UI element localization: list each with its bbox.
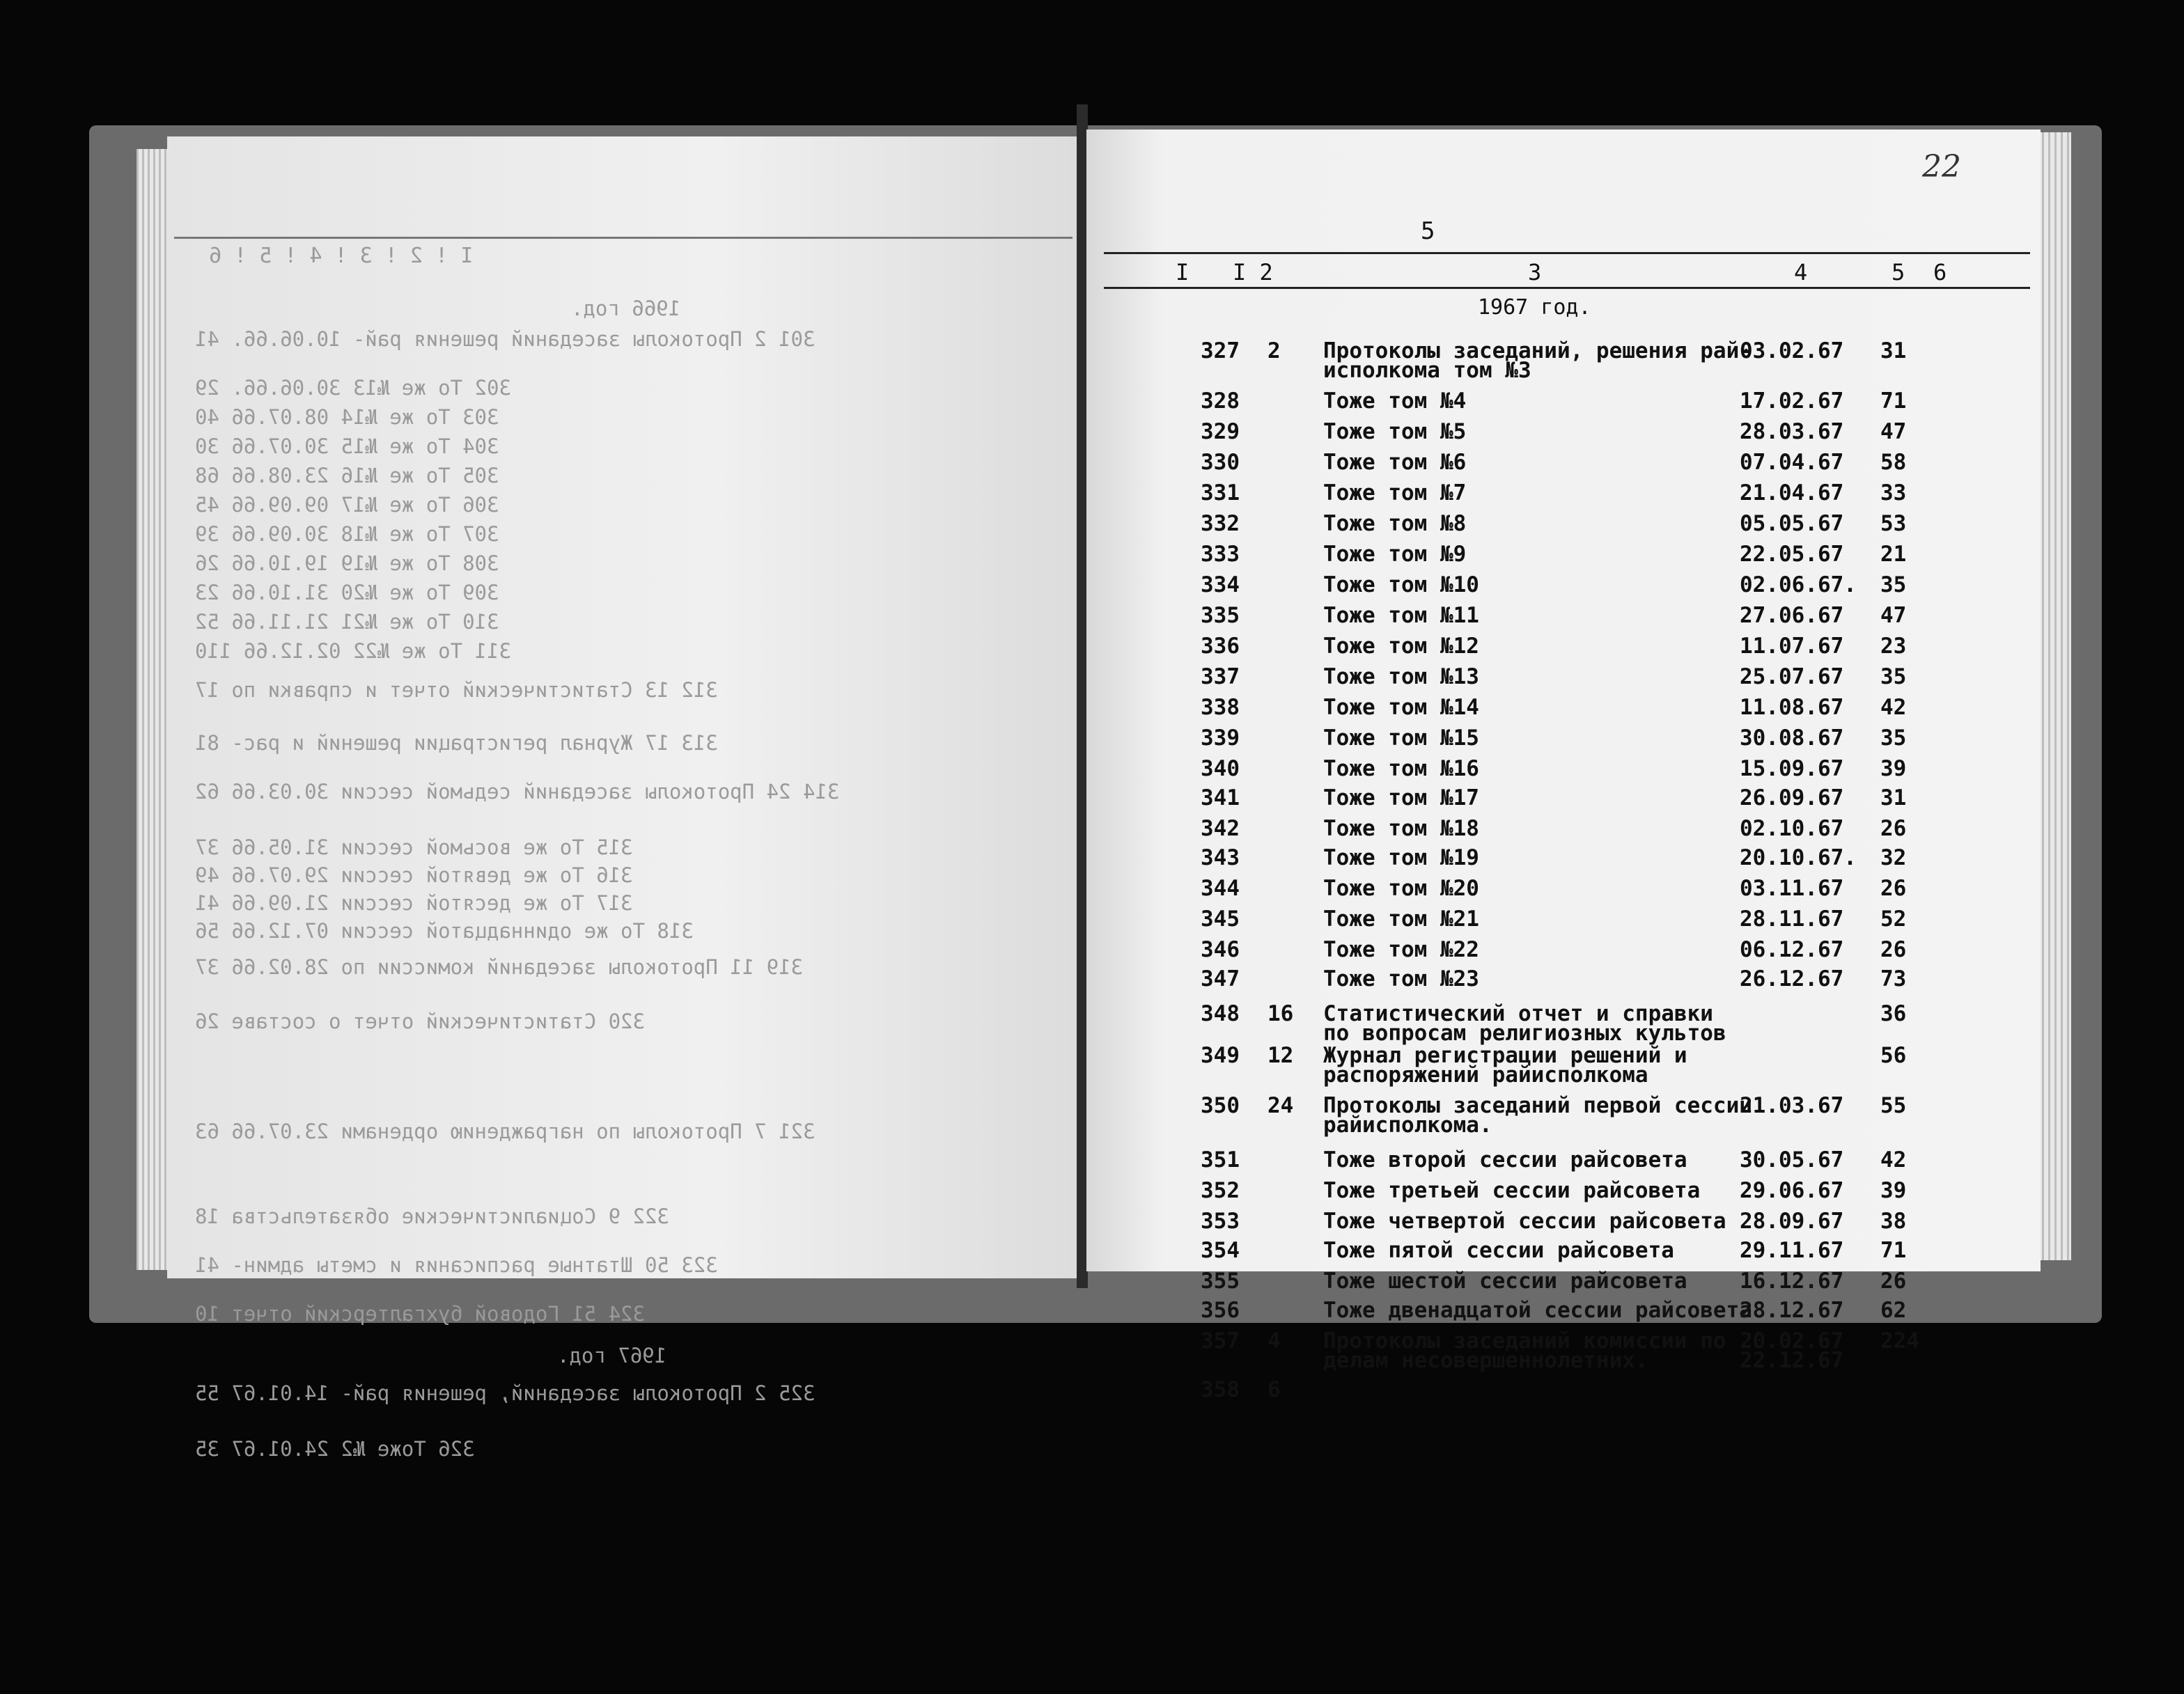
row-pages: 71 — [1880, 389, 1907, 414]
header-rule-top — [1104, 252, 2030, 254]
row-date: 25.07.67 — [1740, 664, 1844, 689]
row-pages: 26 — [1880, 876, 1907, 901]
row-title: Тоже том №17 — [1323, 785, 1479, 810]
row-pages: 73 — [1880, 966, 1907, 991]
left-page-line: 309 То же №20 31.10.66 23 — [195, 581, 499, 604]
row-date: 26.12.67 — [1740, 966, 1844, 991]
row-quantity: 6 — [1268, 1377, 1281, 1402]
row-title: Тоже третьей сессии райсовета — [1323, 1178, 1701, 1203]
left-page-line: 312 13 Статистический отчет и справки по 17 — [195, 678, 718, 702]
row-number: 346 — [1201, 937, 1240, 962]
row-pages: 55 — [1880, 1093, 1907, 1118]
row-pages: 26 — [1880, 937, 1907, 962]
row-number: 337 — [1201, 664, 1240, 689]
row-date: 05.05.67 — [1740, 511, 1844, 536]
top-rule-left — [174, 237, 1072, 239]
left-header-mirrored: I ! 2 ! 3 ! 4 ! 5 ! 6 — [209, 244, 474, 268]
row-pages: 31 — [1880, 338, 1907, 363]
row-title-continuation: делам несовершеннолетних. — [1323, 1348, 1648, 1373]
row-pages: 52 — [1880, 907, 1907, 932]
row-number: 332 — [1201, 511, 1240, 536]
row-title: Тоже том №14 — [1323, 695, 1479, 720]
row-date: 02.10.67 — [1740, 816, 1844, 841]
col-header-2: I 2 — [1233, 259, 1273, 285]
row-date: 02.06.67. — [1740, 572, 1857, 597]
left-page-line: 314 24 Протоколы заседаний седьмой сессии 30.03.66 62 — [195, 780, 840, 803]
row-title: Тоже двенадцатой сессии райсовета — [1323, 1298, 1752, 1323]
row-title-continuation: распоряжений райисполкома — [1323, 1062, 1648, 1088]
row-title: Тоже четвертой сессии райсовета — [1323, 1209, 1726, 1234]
row-quantity: 24 — [1268, 1093, 1294, 1118]
row-title: Протоколы заседаний комиссии по — [1323, 1328, 1726, 1354]
row-pages: 62 — [1880, 1298, 1907, 1323]
left-page-line: 321 7 Протоколы по награждению орденами 23.07.66 63 — [195, 1120, 816, 1143]
row-number: 335 — [1201, 603, 1240, 628]
row-number: 341 — [1201, 785, 1240, 810]
row-pages: 42 — [1880, 1147, 1907, 1173]
row-number: 349 — [1201, 1043, 1240, 1068]
row-number: 331 — [1201, 480, 1240, 505]
row-pages: 58 — [1880, 450, 1907, 475]
left-page-line: 322 9 Социалистические обязательства 18 — [195, 1205, 669, 1228]
row-pages: 42 — [1880, 695, 1907, 720]
row-number: 333 — [1201, 542, 1240, 567]
row-number: 328 — [1201, 389, 1240, 414]
row-pages: 39 — [1880, 1178, 1907, 1203]
row-date: 28.09.67 — [1740, 1209, 1844, 1234]
left-page-line: 323 50 Штатные расписания и сметы админ- 41 — [195, 1253, 718, 1277]
header-rule-bottom — [1104, 287, 2030, 289]
row-date: 29.06.67 — [1740, 1178, 1844, 1203]
row-date: 20.10.67. — [1740, 845, 1857, 870]
row-title-continuation: райисполкома. — [1323, 1113, 1492, 1138]
row-title-continuation: по вопросам религиозных культов — [1323, 1021, 1726, 1046]
row-date: 30.05.67 — [1740, 1147, 1844, 1173]
row-number: 353 — [1201, 1209, 1240, 1234]
row-number: 336 — [1201, 634, 1240, 659]
row-date-end: 22.12.67 — [1740, 1348, 1844, 1373]
row-pages: 21 — [1880, 542, 1907, 567]
row-title: Тоже том №13 — [1323, 664, 1479, 689]
row-title: Тоже том №4 — [1323, 389, 1467, 414]
row-number: 357 — [1201, 1328, 1240, 1354]
left-page-line: 305 То же №16 23.08.66 68 — [195, 464, 499, 487]
row-number: 354 — [1201, 1238, 1240, 1263]
row-number: 356 — [1201, 1298, 1240, 1323]
row-date: 06.12.67 — [1740, 937, 1844, 962]
left-page-line: 324 51 Годовой бухгалтерский отчет 10 — [195, 1302, 646, 1326]
left-page-line: 320 Статистический отчет о составе 26 — [195, 1010, 646, 1033]
col-header-6: 6 — [1933, 259, 1947, 285]
row-number: 345 — [1201, 907, 1240, 932]
page-number: 5 — [1421, 217, 1435, 245]
left-page-line: 311 То же №22 02.12.66 110 — [195, 639, 511, 663]
row-quantity: 2 — [1268, 338, 1281, 363]
row-number: 334 — [1201, 572, 1240, 597]
row-date: 22.05.67 — [1740, 542, 1844, 567]
row-number: 329 — [1201, 419, 1240, 444]
row-pages: 36 — [1880, 1001, 1907, 1026]
row-date: 03.02.67 — [1740, 338, 1844, 363]
folio-number: 22 — [1922, 149, 1961, 185]
row-pages: 35 — [1880, 572, 1907, 597]
left-year-1967: 1967 год. — [557, 1344, 667, 1367]
row-pages: 47 — [1880, 419, 1907, 444]
left-page-line: 315 То же восьмой сессии 31.05.66 37 — [195, 836, 633, 859]
row-date: 11.07.67 — [1740, 634, 1844, 659]
row-pages: 71 — [1880, 1238, 1907, 1263]
row-pages: 53 — [1880, 511, 1907, 536]
left-page-line: 308 То же №19 19.10.66 26 — [195, 551, 499, 575]
row-pages: 38 — [1880, 1209, 1907, 1234]
left-page-line: 319 11 Протоколы заседаний комиссии по 28.02.66 37 — [195, 955, 803, 979]
row-title: Тоже том №8 — [1323, 511, 1467, 536]
row-pages: 33 — [1880, 480, 1907, 505]
row-quantity: 4 — [1268, 1328, 1281, 1354]
row-date: 21.04.67 — [1740, 480, 1844, 505]
row-number: 347 — [1201, 966, 1240, 991]
row-date: 27.06.67 — [1740, 603, 1844, 628]
col-header-3: 3 — [1528, 259, 1542, 285]
page-stack-right — [2038, 132, 2071, 1260]
left-page-line: 304 То же №15 30.07.66 30 — [195, 434, 499, 458]
row-title: Протоколы заседаний, решения рай- — [1323, 338, 1752, 363]
row-title: Тоже том №15 — [1323, 726, 1479, 751]
col-header-1: I — [1176, 259, 1190, 285]
row-title: Тоже том №20 — [1323, 876, 1479, 901]
row-pages: 26 — [1880, 816, 1907, 841]
row-pages: 47 — [1880, 603, 1907, 628]
left-page-line: 317 То же десятой сессии 21.09.66 41 — [195, 891, 633, 915]
row-date: 28.03.67 — [1740, 419, 1844, 444]
row-title: Тоже том №5 — [1323, 419, 1467, 444]
row-number: 350 — [1201, 1093, 1240, 1118]
row-quantity: 12 — [1268, 1043, 1294, 1068]
row-pages: 224 — [1880, 1328, 1919, 1354]
row-title-continuation: исполкома том №3 — [1323, 358, 1531, 383]
row-title: Тоже том №10 — [1323, 572, 1479, 597]
left-page-line: 310 То же №21 21.11.66 52 — [195, 610, 499, 634]
row-number: 355 — [1201, 1269, 1240, 1294]
row-date: 30.08.67 — [1740, 726, 1844, 751]
row-title: Тоже шестой сессии райсовета — [1323, 1269, 1687, 1294]
row-number: 348 — [1201, 1001, 1240, 1026]
row-title: Журнал регистрации решений и — [1323, 1043, 1687, 1068]
row-date: 20.02.67 — [1740, 1328, 1844, 1354]
row-quantity: 16 — [1268, 1001, 1294, 1026]
left-page-line: 306 То же №17 09.09.66 45 — [195, 493, 499, 517]
row-number: 339 — [1201, 726, 1240, 751]
row-number: 340 — [1201, 756, 1240, 781]
row-title: Тоже том №9 — [1323, 542, 1467, 567]
row-pages: 39 — [1880, 756, 1907, 781]
left-page-line: 303 То же №14 08.07.66 40 — [195, 405, 499, 429]
row-pages: 26 — [1880, 1269, 1907, 1294]
row-number: 330 — [1201, 450, 1240, 475]
row-title: Тоже том №6 — [1323, 450, 1467, 475]
row-number: 338 — [1201, 695, 1240, 720]
row-number: 344 — [1201, 876, 1240, 901]
row-date: 28.11.67 — [1740, 907, 1844, 932]
row-title: Тоже том №11 — [1323, 603, 1479, 628]
row-number: 351 — [1201, 1147, 1240, 1173]
row-title: Тоже пятой сессии райсовета — [1323, 1238, 1674, 1263]
row-title: Протоколы заседаний первой сессии — [1323, 1093, 1752, 1118]
row-pages: 32 — [1880, 845, 1907, 870]
left-year-1966: 1966 год. — [571, 297, 681, 320]
left-page-line: 307 То же №18 30.09.66 39 — [195, 522, 499, 546]
row-date: 11.08.67 — [1740, 695, 1844, 720]
col-header-4: 4 — [1794, 259, 1808, 285]
row-title: Тоже том №21 — [1323, 907, 1479, 932]
row-number: 342 — [1201, 816, 1240, 841]
row-date: 15.09.67 — [1740, 756, 1844, 781]
row-title: Тоже том №19 — [1323, 845, 1479, 870]
row-pages: 35 — [1880, 726, 1907, 751]
left-page-line: 301 2 Протоколы заседаний решения рай- 10.06.66. 41 — [195, 327, 816, 351]
row-date: 16.12.67 — [1740, 1269, 1844, 1294]
row-date: 26.09.67 — [1740, 785, 1844, 810]
row-title: Тоже второй сессии райсовета — [1323, 1147, 1687, 1173]
row-pages: 23 — [1880, 634, 1907, 659]
year-heading: 1967 год. — [1478, 295, 1591, 320]
row-date: 28.12.67 — [1740, 1298, 1844, 1323]
row-date: 07.04.67 — [1740, 450, 1844, 475]
row-number: 343 — [1201, 845, 1240, 870]
row-date: 03.11.67 — [1740, 876, 1844, 901]
left-page-line: 302 То же №13 30.06.66. 29 — [195, 376, 511, 400]
row-number: 327 — [1201, 338, 1240, 363]
row-title: Тоже том №22 — [1323, 937, 1479, 962]
row-pages: 31 — [1880, 785, 1907, 810]
row-date: 17.02.67 — [1740, 389, 1844, 414]
row-title: Тоже том №18 — [1323, 816, 1479, 841]
row-title: Тоже том №7 — [1323, 480, 1467, 505]
row-pages: 35 — [1880, 664, 1907, 689]
row-pages: 56 — [1880, 1043, 1907, 1068]
left-page-line: 326 Тоже №2 24.01.67 35 — [195, 1437, 475, 1461]
row-title: Тоже том №12 — [1323, 634, 1479, 659]
left-page-line: 316 То же девятой сессии 29.07.66 49 — [195, 863, 633, 887]
row-date: 21.03.67 — [1740, 1093, 1844, 1118]
row-title: Тоже том №23 — [1323, 966, 1479, 991]
left-page-line: 325 2 Протоколы заседаний, решения рай- 14.01.67 55 — [195, 1381, 816, 1405]
left-page-line: 318 То же одиннадцатой сессии 07.12.66 56 — [195, 919, 694, 943]
col-header-5: 5 — [1892, 259, 1905, 285]
row-number: 352 — [1201, 1178, 1240, 1203]
row-title: Статистический отчет и справки — [1323, 1001, 1713, 1026]
left-page-line: 313 17 Журнал регистрации решений и рас- 81 — [195, 731, 718, 755]
row-number: 358 — [1201, 1377, 1240, 1402]
row-title: Тоже том №16 — [1323, 756, 1479, 781]
row-date: 29.11.67 — [1740, 1238, 1844, 1263]
